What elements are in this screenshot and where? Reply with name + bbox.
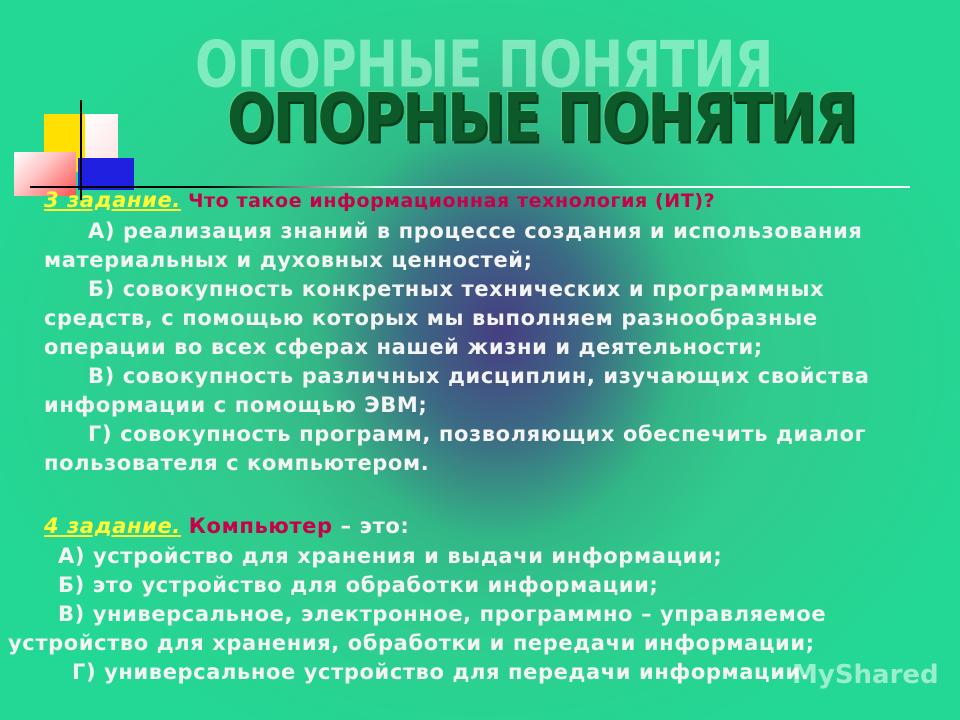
task3-heading: [44, 186, 715, 216]
task3-question: Что такое информационная технология (ИТ)?: [180, 190, 716, 212]
task3-label: 3 задание.: [44, 188, 181, 212]
task4-rest: – это:: [332, 514, 410, 538]
slide-title: ОПОРНЫЕ ПОНЯТИЯ: [227, 80, 856, 158]
task3-option-a: А) реализация знаний в процессе создания и использования: [88, 219, 863, 243]
task4-option-g: Г) универсальное устройство для передачи информации.: [72, 660, 810, 684]
task3-option-g: Г) совокупность программ, позволяющих обеспечить диалог: [88, 422, 867, 446]
task3-option-g-cont: пользователя с компьютером.: [44, 451, 430, 475]
decor-vertical-line: [80, 100, 82, 200]
task3-option-b-cont2: операции во всех сферах нашей жизни и деятельности;: [44, 335, 763, 359]
watermark-logo: MyShared: [792, 660, 939, 690]
task4-option-v: В) универсальное, электронное, программно – управляемое: [58, 602, 827, 626]
task3-option-b: Б) совокупность конкретных технических и программных: [88, 277, 825, 301]
task3-option-a-cont: материальных и духовных ценностей;: [44, 248, 533, 272]
task4-option-v-cont: устройство для хранения, обработки и передачи информации;: [8, 631, 815, 655]
slide-title-shadow: ОПОРНЫЕ ПОНЯТИЯ: [195, 28, 773, 103]
task3-option-v-cont: информации с помощью ЭВМ;: [44, 393, 428, 417]
task3-option-b-cont1: средств, с помощью которых мы выполняем разнообразные: [44, 306, 818, 330]
task3-option-v: В) совокупность различных дисциплин, изучающих свойства: [88, 364, 870, 388]
task4-subject: Компьютер: [180, 514, 333, 538]
task4-option-b: Б) это устройство для обработки информации;: [58, 573, 659, 597]
task4-label: 4 задание.: [44, 514, 181, 538]
task4-option-a: А) устройство для хранения и выдачи информации;: [58, 544, 723, 568]
task4-heading: [44, 512, 409, 541]
